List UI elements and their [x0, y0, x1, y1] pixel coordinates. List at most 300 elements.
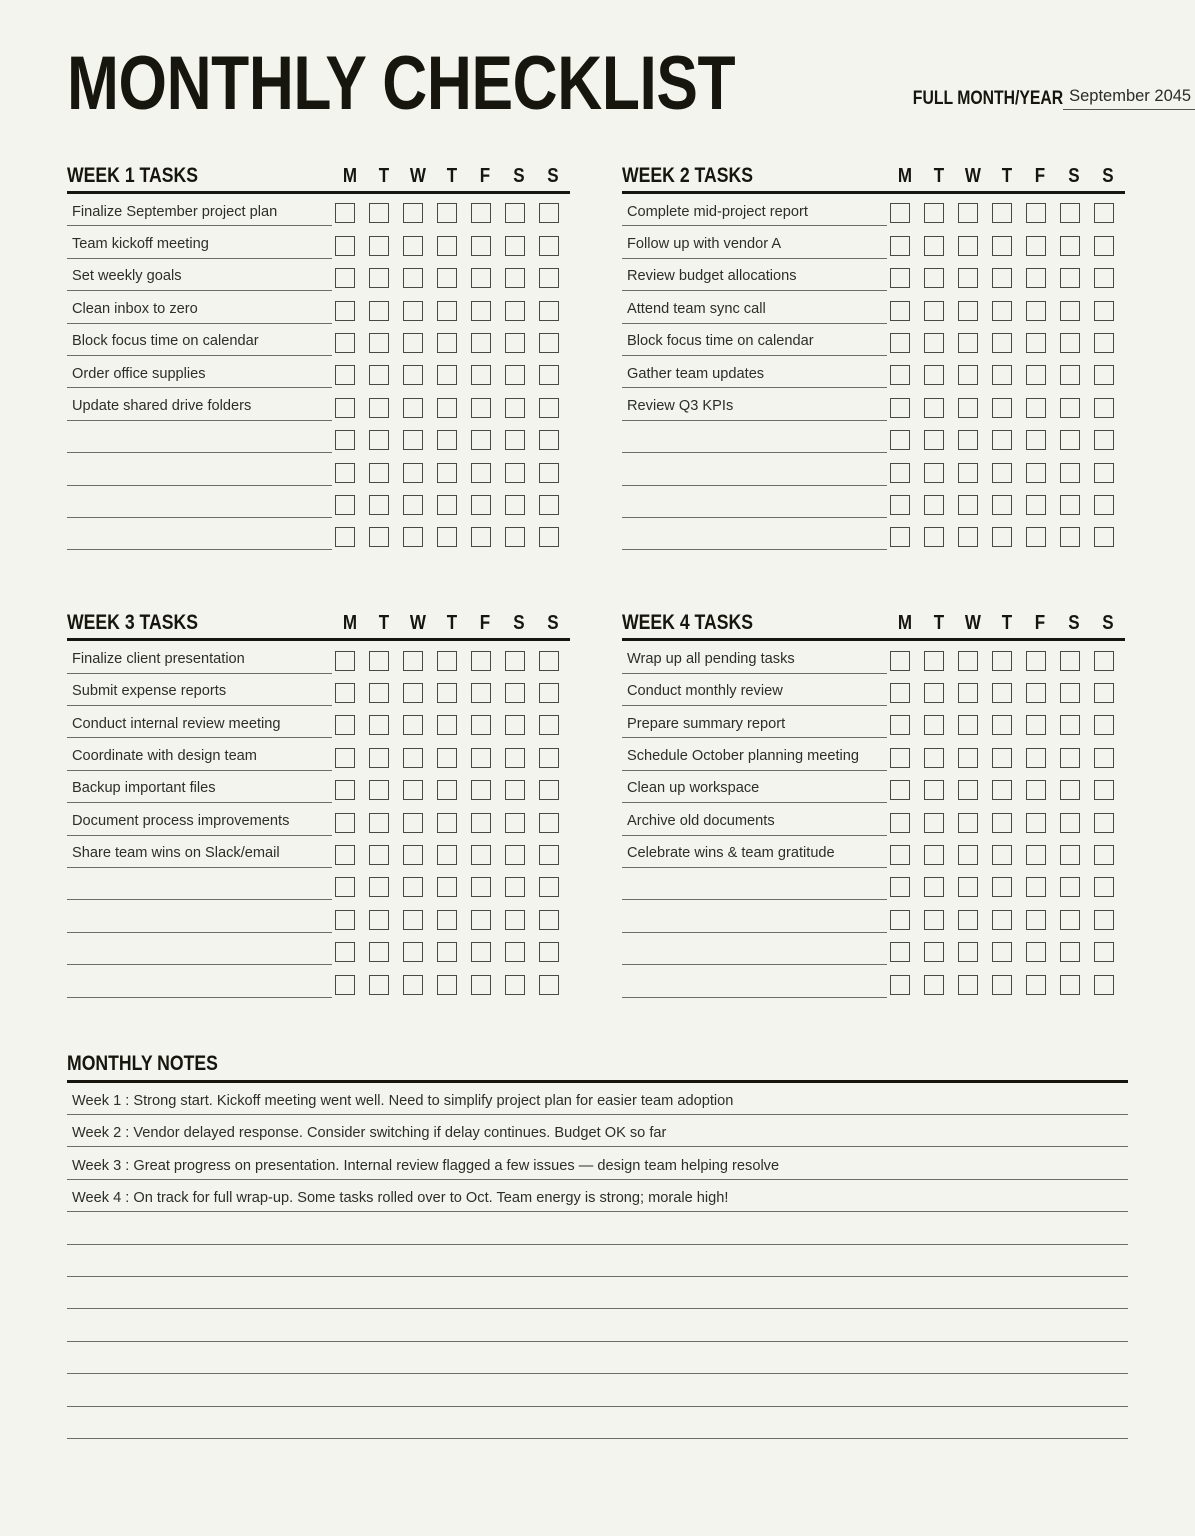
task-checkbox[interactable] — [369, 301, 389, 321]
task-checkbox[interactable] — [1060, 683, 1080, 703]
task-checkbox[interactable] — [1026, 975, 1046, 995]
task-checkbox[interactable] — [958, 365, 978, 385]
task-checkbox[interactable] — [1094, 463, 1114, 483]
task-checkbox[interactable] — [958, 527, 978, 547]
task-checkbox[interactable] — [403, 877, 423, 897]
task-checkbox[interactable] — [1094, 748, 1114, 768]
task-checkbox[interactable] — [539, 365, 559, 385]
task-checkbox[interactable] — [1094, 268, 1114, 288]
task-checkbox[interactable] — [924, 203, 944, 223]
note-row[interactable] — [67, 1309, 1128, 1341]
task-label[interactable] — [622, 938, 887, 965]
task-checkbox[interactable] — [335, 268, 355, 288]
task-checkbox[interactable] — [1026, 301, 1046, 321]
task-checkbox[interactable] — [1094, 651, 1114, 671]
task-checkbox[interactable] — [471, 463, 491, 483]
task-checkbox[interactable] — [335, 813, 355, 833]
task-checkbox[interactable] — [992, 301, 1012, 321]
task-checkbox[interactable] — [992, 236, 1012, 256]
task-checkbox[interactable] — [992, 430, 1012, 450]
task-checkbox[interactable] — [890, 813, 910, 833]
task-checkbox[interactable] — [471, 398, 491, 418]
task-checkbox[interactable] — [539, 942, 559, 962]
task-checkbox[interactable] — [437, 683, 457, 703]
task-checkbox[interactable] — [471, 748, 491, 768]
task-checkbox[interactable] — [1094, 333, 1114, 353]
task-checkbox[interactable] — [924, 845, 944, 865]
task-checkbox[interactable] — [369, 203, 389, 223]
task-checkbox[interactable] — [335, 430, 355, 450]
task-checkbox[interactable] — [1026, 203, 1046, 223]
task-label[interactable]: Document process improvements — [67, 809, 332, 836]
task-checkbox[interactable] — [403, 398, 423, 418]
task-checkbox[interactable] — [924, 333, 944, 353]
task-checkbox[interactable] — [471, 780, 491, 800]
task-checkbox[interactable] — [369, 527, 389, 547]
task-checkbox[interactable] — [403, 942, 423, 962]
task-checkbox[interactable] — [1026, 845, 1046, 865]
task-label[interactable]: Review Q3 KPIs — [622, 394, 887, 421]
task-checkbox[interactable] — [505, 365, 525, 385]
task-checkbox[interactable] — [369, 780, 389, 800]
task-checkbox[interactable] — [1060, 365, 1080, 385]
task-checkbox[interactable] — [335, 365, 355, 385]
task-checkbox[interactable] — [471, 527, 491, 547]
task-checkbox[interactable] — [992, 845, 1012, 865]
task-checkbox[interactable] — [539, 748, 559, 768]
task-checkbox[interactable] — [505, 301, 525, 321]
task-checkbox[interactable] — [1094, 495, 1114, 515]
task-checkbox[interactable] — [1060, 942, 1080, 962]
task-checkbox[interactable] — [335, 877, 355, 897]
task-checkbox[interactable] — [992, 398, 1012, 418]
task-checkbox[interactable] — [437, 748, 457, 768]
task-label[interactable]: Attend team sync call — [622, 297, 887, 324]
note-row[interactable] — [67, 1407, 1128, 1439]
task-checkbox[interactable] — [1026, 683, 1046, 703]
task-checkbox[interactable] — [1026, 236, 1046, 256]
task-checkbox[interactable] — [992, 683, 1012, 703]
task-label[interactable]: Finalize September project plan — [67, 199, 332, 226]
task-label[interactable]: Set weekly goals — [67, 264, 332, 291]
task-label[interactable]: Follow up with vendor A — [622, 232, 887, 259]
task-checkbox[interactable] — [958, 398, 978, 418]
task-checkbox[interactable] — [992, 365, 1012, 385]
task-checkbox[interactable] — [403, 203, 423, 223]
task-checkbox[interactable] — [992, 942, 1012, 962]
task-checkbox[interactable] — [369, 365, 389, 385]
task-checkbox[interactable] — [1060, 845, 1080, 865]
task-checkbox[interactable] — [924, 430, 944, 450]
task-checkbox[interactable] — [1060, 813, 1080, 833]
task-checkbox[interactable] — [890, 430, 910, 450]
task-checkbox[interactable] — [539, 813, 559, 833]
task-checkbox[interactable] — [890, 203, 910, 223]
task-checkbox[interactable] — [992, 975, 1012, 995]
task-label[interactable] — [67, 426, 332, 453]
task-checkbox[interactable] — [890, 910, 910, 930]
task-checkbox[interactable] — [505, 780, 525, 800]
note-row[interactable]: Week 4 : On track for full wrap-up. Some tasks rolled over to Oct. Team energy is strong; morale high! — [67, 1180, 1128, 1212]
task-checkbox[interactable] — [958, 877, 978, 897]
task-checkbox[interactable] — [369, 975, 389, 995]
task-checkbox[interactable] — [437, 301, 457, 321]
task-checkbox[interactable] — [1026, 495, 1046, 515]
task-checkbox[interactable] — [958, 463, 978, 483]
task-label[interactable]: Clean inbox to zero — [67, 297, 332, 324]
task-checkbox[interactable] — [924, 301, 944, 321]
task-checkbox[interactable] — [437, 877, 457, 897]
task-checkbox[interactable] — [539, 333, 559, 353]
task-checkbox[interactable] — [992, 268, 1012, 288]
task-checkbox[interactable] — [1060, 877, 1080, 897]
task-checkbox[interactable] — [958, 683, 978, 703]
task-checkbox[interactable] — [1094, 365, 1114, 385]
task-checkbox[interactable] — [1026, 910, 1046, 930]
task-checkbox[interactable] — [369, 877, 389, 897]
task-checkbox[interactable] — [471, 236, 491, 256]
task-checkbox[interactable] — [369, 748, 389, 768]
task-checkbox[interactable] — [471, 683, 491, 703]
task-checkbox[interactable] — [1094, 715, 1114, 735]
task-checkbox[interactable] — [403, 301, 423, 321]
task-checkbox[interactable] — [958, 845, 978, 865]
task-checkbox[interactable] — [1026, 365, 1046, 385]
task-checkbox[interactable] — [437, 715, 457, 735]
task-checkbox[interactable] — [335, 463, 355, 483]
task-checkbox[interactable] — [437, 430, 457, 450]
task-checkbox[interactable] — [471, 495, 491, 515]
task-checkbox[interactable] — [539, 301, 559, 321]
task-checkbox[interactable] — [924, 942, 944, 962]
task-checkbox[interactable] — [437, 203, 457, 223]
task-checkbox[interactable] — [403, 236, 423, 256]
task-checkbox[interactable] — [403, 845, 423, 865]
task-checkbox[interactable] — [539, 463, 559, 483]
note-row[interactable] — [67, 1245, 1128, 1277]
task-checkbox[interactable] — [958, 301, 978, 321]
task-checkbox[interactable] — [1060, 236, 1080, 256]
task-label[interactable]: Prepare summary report — [622, 711, 887, 738]
task-checkbox[interactable] — [539, 877, 559, 897]
task-label[interactable]: Archive old documents — [622, 809, 887, 836]
task-label[interactable] — [622, 873, 887, 900]
task-checkbox[interactable] — [1060, 748, 1080, 768]
task-checkbox[interactable] — [1060, 301, 1080, 321]
task-checkbox[interactable] — [1060, 203, 1080, 223]
task-label[interactable]: Finalize client presentation — [67, 647, 332, 674]
task-label[interactable]: Block focus time on calendar — [67, 329, 332, 356]
task-checkbox[interactable] — [1026, 877, 1046, 897]
task-checkbox[interactable] — [924, 975, 944, 995]
task-checkbox[interactable] — [1094, 301, 1114, 321]
task-checkbox[interactable] — [471, 910, 491, 930]
task-checkbox[interactable] — [924, 780, 944, 800]
task-checkbox[interactable] — [1094, 910, 1114, 930]
task-checkbox[interactable] — [1060, 527, 1080, 547]
task-checkbox[interactable] — [539, 975, 559, 995]
task-checkbox[interactable] — [1060, 398, 1080, 418]
note-row[interactable]: Week 1 : Strong start. Kickoff meeting went well. Need to simplify project plan for easier team adoption — [67, 1083, 1128, 1115]
task-checkbox[interactable] — [1060, 975, 1080, 995]
task-checkbox[interactable] — [505, 398, 525, 418]
task-checkbox[interactable] — [1094, 203, 1114, 223]
task-label[interactable] — [67, 873, 332, 900]
task-checkbox[interactable] — [992, 715, 1012, 735]
task-checkbox[interactable] — [992, 748, 1012, 768]
task-checkbox[interactable] — [1094, 845, 1114, 865]
task-checkbox[interactable] — [403, 748, 423, 768]
task-label[interactable]: Submit expense reports — [67, 679, 332, 706]
task-label[interactable] — [67, 459, 332, 486]
task-checkbox[interactable] — [505, 910, 525, 930]
task-checkbox[interactable] — [369, 942, 389, 962]
task-checkbox[interactable] — [992, 813, 1012, 833]
task-checkbox[interactable] — [369, 845, 389, 865]
task-checkbox[interactable] — [890, 495, 910, 515]
task-checkbox[interactable] — [403, 910, 423, 930]
task-label[interactable]: Review budget allocations — [622, 264, 887, 291]
task-checkbox[interactable] — [1060, 430, 1080, 450]
task-label[interactable] — [622, 906, 887, 933]
task-checkbox[interactable] — [437, 910, 457, 930]
task-checkbox[interactable] — [505, 877, 525, 897]
task-label[interactable] — [67, 938, 332, 965]
task-checkbox[interactable] — [403, 780, 423, 800]
task-checkbox[interactable] — [471, 845, 491, 865]
task-checkbox[interactable] — [505, 236, 525, 256]
task-checkbox[interactable] — [1094, 942, 1114, 962]
task-checkbox[interactable] — [1026, 527, 1046, 547]
task-checkbox[interactable] — [437, 942, 457, 962]
task-checkbox[interactable] — [335, 975, 355, 995]
task-checkbox[interactable] — [437, 333, 457, 353]
task-checkbox[interactable] — [924, 651, 944, 671]
task-checkbox[interactable] — [1026, 463, 1046, 483]
note-row[interactable]: Week 3 : Great progress on presentation. Internal review flagged a few issues — design team helping resolve — [67, 1147, 1128, 1179]
task-checkbox[interactable] — [1094, 236, 1114, 256]
task-checkbox[interactable] — [539, 430, 559, 450]
task-checkbox[interactable] — [890, 463, 910, 483]
task-checkbox[interactable] — [539, 268, 559, 288]
task-label[interactable]: Order office supplies — [67, 361, 332, 388]
task-checkbox[interactable] — [992, 780, 1012, 800]
task-checkbox[interactable] — [505, 495, 525, 515]
task-checkbox[interactable] — [958, 942, 978, 962]
task-checkbox[interactable] — [369, 268, 389, 288]
task-checkbox[interactable] — [335, 236, 355, 256]
task-checkbox[interactable] — [890, 845, 910, 865]
task-checkbox[interactable] — [890, 877, 910, 897]
task-checkbox[interactable] — [924, 683, 944, 703]
task-checkbox[interactable] — [924, 463, 944, 483]
task-checkbox[interactable] — [539, 236, 559, 256]
task-checkbox[interactable] — [890, 527, 910, 547]
task-checkbox[interactable] — [539, 780, 559, 800]
task-label[interactable]: Share team wins on Slack/email — [67, 841, 332, 868]
task-checkbox[interactable] — [471, 203, 491, 223]
task-checkbox[interactable] — [1060, 268, 1080, 288]
task-checkbox[interactable] — [992, 495, 1012, 515]
task-checkbox[interactable] — [335, 527, 355, 547]
task-checkbox[interactable] — [403, 365, 423, 385]
task-checkbox[interactable] — [335, 301, 355, 321]
task-checkbox[interactable] — [958, 780, 978, 800]
task-label[interactable]: Coordinate with design team — [67, 744, 332, 771]
task-label[interactable]: Wrap up all pending tasks — [622, 647, 887, 674]
task-checkbox[interactable] — [369, 683, 389, 703]
task-checkbox[interactable] — [471, 942, 491, 962]
task-checkbox[interactable] — [890, 683, 910, 703]
task-checkbox[interactable] — [369, 813, 389, 833]
task-checkbox[interactable] — [505, 463, 525, 483]
task-checkbox[interactable] — [924, 715, 944, 735]
task-checkbox[interactable] — [958, 236, 978, 256]
task-checkbox[interactable] — [1094, 780, 1114, 800]
task-checkbox[interactable] — [539, 715, 559, 735]
task-checkbox[interactable] — [369, 495, 389, 515]
task-checkbox[interactable] — [992, 910, 1012, 930]
task-checkbox[interactable] — [403, 495, 423, 515]
task-checkbox[interactable] — [505, 268, 525, 288]
task-checkbox[interactable] — [890, 651, 910, 671]
task-checkbox[interactable] — [403, 527, 423, 547]
task-label[interactable]: Conduct monthly review — [622, 679, 887, 706]
task-checkbox[interactable] — [437, 813, 457, 833]
task-checkbox[interactable] — [958, 203, 978, 223]
note-row[interactable] — [67, 1342, 1128, 1374]
task-checkbox[interactable] — [958, 813, 978, 833]
note-row[interactable] — [67, 1212, 1128, 1244]
task-checkbox[interactable] — [471, 813, 491, 833]
task-checkbox[interactable] — [505, 683, 525, 703]
task-checkbox[interactable] — [924, 365, 944, 385]
task-checkbox[interactable] — [505, 430, 525, 450]
task-label[interactable] — [67, 523, 332, 550]
task-checkbox[interactable] — [1060, 780, 1080, 800]
task-checkbox[interactable] — [958, 333, 978, 353]
task-checkbox[interactable] — [335, 942, 355, 962]
task-label[interactable]: Gather team updates — [622, 361, 887, 388]
task-checkbox[interactable] — [958, 268, 978, 288]
task-label[interactable]: Update shared drive folders — [67, 394, 332, 421]
task-checkbox[interactable] — [471, 975, 491, 995]
task-checkbox[interactable] — [924, 748, 944, 768]
task-checkbox[interactable] — [958, 748, 978, 768]
task-checkbox[interactable] — [505, 651, 525, 671]
task-checkbox[interactable] — [437, 975, 457, 995]
task-checkbox[interactable] — [335, 651, 355, 671]
task-label[interactable] — [622, 459, 887, 486]
task-checkbox[interactable] — [890, 333, 910, 353]
task-checkbox[interactable] — [1060, 651, 1080, 671]
task-label[interactable]: Schedule October planning meeting — [622, 744, 887, 771]
task-checkbox[interactable] — [471, 333, 491, 353]
task-checkbox[interactable] — [1026, 333, 1046, 353]
task-label[interactable] — [622, 523, 887, 550]
task-label[interactable]: Complete mid-project report — [622, 199, 887, 226]
task-checkbox[interactable] — [403, 333, 423, 353]
task-checkbox[interactable] — [890, 942, 910, 962]
task-checkbox[interactable] — [958, 975, 978, 995]
task-checkbox[interactable] — [437, 268, 457, 288]
task-checkbox[interactable] — [437, 780, 457, 800]
task-checkbox[interactable] — [369, 236, 389, 256]
task-checkbox[interactable] — [1094, 877, 1114, 897]
task-checkbox[interactable] — [539, 651, 559, 671]
task-checkbox[interactable] — [335, 715, 355, 735]
task-checkbox[interactable] — [924, 910, 944, 930]
task-checkbox[interactable] — [958, 430, 978, 450]
task-checkbox[interactable] — [992, 877, 1012, 897]
task-checkbox[interactable] — [890, 236, 910, 256]
task-checkbox[interactable] — [471, 715, 491, 735]
task-checkbox[interactable] — [369, 333, 389, 353]
task-checkbox[interactable] — [335, 748, 355, 768]
task-checkbox[interactable] — [1094, 975, 1114, 995]
task-label[interactable] — [67, 971, 332, 998]
task-checkbox[interactable] — [890, 748, 910, 768]
task-checkbox[interactable] — [890, 975, 910, 995]
task-checkbox[interactable] — [924, 813, 944, 833]
task-checkbox[interactable] — [924, 398, 944, 418]
task-checkbox[interactable] — [369, 463, 389, 483]
task-checkbox[interactable] — [335, 845, 355, 865]
task-checkbox[interactable] — [539, 683, 559, 703]
task-checkbox[interactable] — [369, 430, 389, 450]
task-checkbox[interactable] — [992, 527, 1012, 547]
task-checkbox[interactable] — [890, 268, 910, 288]
note-row[interactable] — [67, 1277, 1128, 1309]
task-checkbox[interactable] — [958, 715, 978, 735]
task-checkbox[interactable] — [505, 715, 525, 735]
task-checkbox[interactable] — [1060, 463, 1080, 483]
task-checkbox[interactable] — [1094, 813, 1114, 833]
task-checkbox[interactable] — [958, 495, 978, 515]
task-checkbox[interactable] — [505, 527, 525, 547]
task-checkbox[interactable] — [335, 780, 355, 800]
task-checkbox[interactable] — [1026, 813, 1046, 833]
task-checkbox[interactable] — [924, 877, 944, 897]
task-checkbox[interactable] — [437, 236, 457, 256]
task-checkbox[interactable] — [437, 527, 457, 547]
task-checkbox[interactable] — [924, 236, 944, 256]
task-checkbox[interactable] — [471, 877, 491, 897]
task-checkbox[interactable] — [471, 430, 491, 450]
task-checkbox[interactable] — [335, 333, 355, 353]
task-checkbox[interactable] — [890, 301, 910, 321]
task-checkbox[interactable] — [437, 845, 457, 865]
task-checkbox[interactable] — [924, 495, 944, 515]
month-year-input[interactable]: September 2045 — [1063, 87, 1195, 110]
task-label[interactable] — [67, 491, 332, 518]
task-checkbox[interactable] — [890, 398, 910, 418]
task-checkbox[interactable] — [505, 975, 525, 995]
task-label[interactable] — [67, 906, 332, 933]
task-checkbox[interactable] — [1094, 430, 1114, 450]
task-checkbox[interactable] — [505, 748, 525, 768]
task-checkbox[interactable] — [539, 495, 559, 515]
task-checkbox[interactable] — [335, 398, 355, 418]
task-checkbox[interactable] — [958, 651, 978, 671]
task-checkbox[interactable] — [1026, 748, 1046, 768]
task-checkbox[interactable] — [539, 398, 559, 418]
task-label[interactable] — [622, 426, 887, 453]
task-checkbox[interactable] — [471, 365, 491, 385]
task-checkbox[interactable] — [403, 268, 423, 288]
task-checkbox[interactable] — [505, 203, 525, 223]
task-checkbox[interactable] — [437, 651, 457, 671]
